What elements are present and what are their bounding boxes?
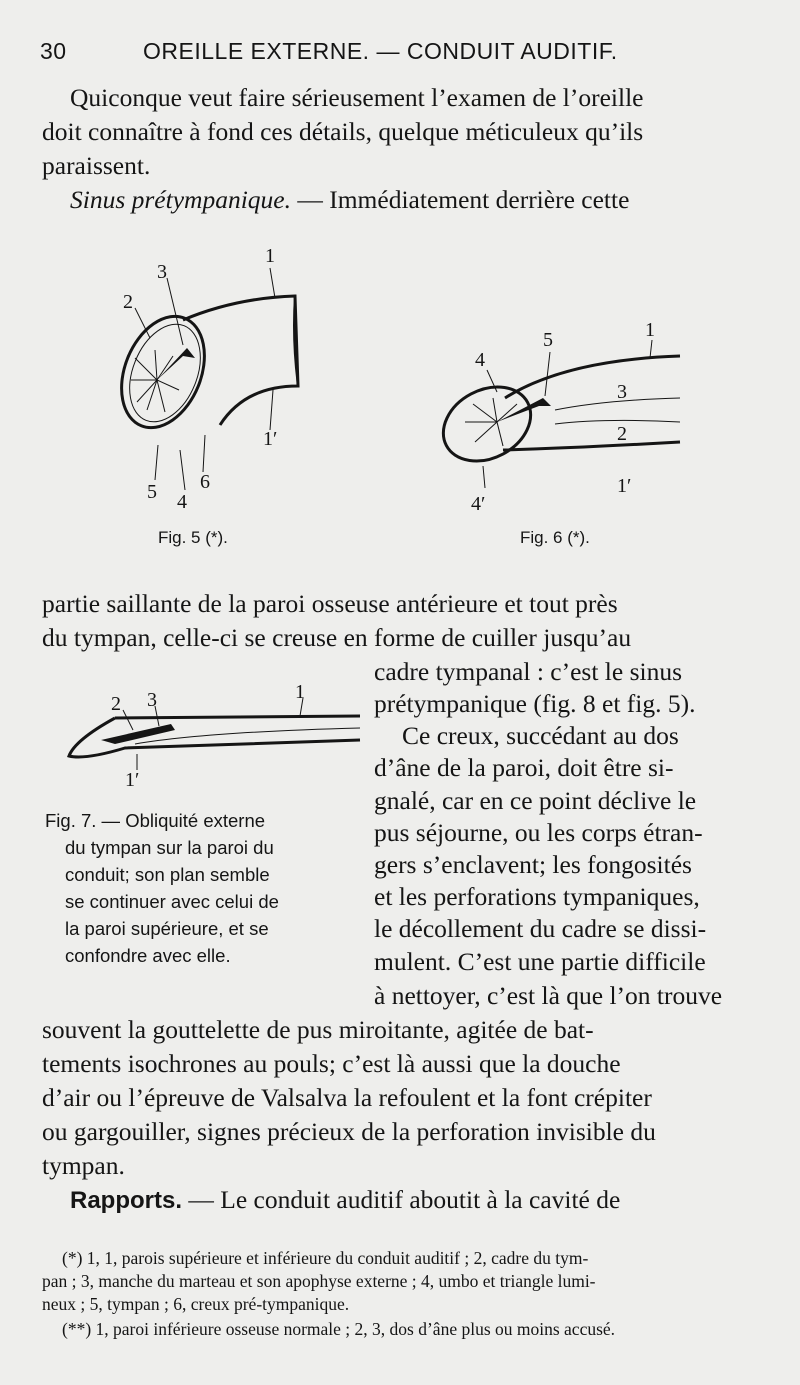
fig5-label-2: 2	[123, 291, 133, 313]
fig6-label-5: 5	[543, 329, 553, 351]
right-col-line: et les perforations tympaniques,	[374, 882, 700, 911]
running-title: OREILLE EXTERNE. — CONDUIT AUDITIF.	[143, 38, 618, 64]
figure-7-caption-line: Fig. 7. — Obliquité externe	[45, 810, 266, 831]
right-col-line: Ce creux, succédant au dos	[402, 721, 679, 750]
rapports-heading: Rapports.	[70, 1187, 183, 1214]
fig5-label-3: 3	[157, 261, 167, 283]
right-col-line: d’âne de la paroi, doit être si-	[374, 753, 674, 782]
footnote-line: neux ; 5, tympan ; 6, creux pré-tympanique.	[42, 1294, 350, 1314]
right-col-line: mulent. C’est une partie difficile	[374, 947, 706, 976]
fig7-label-3: 3	[147, 689, 157, 711]
fig6-label-4prime: 4′	[471, 493, 486, 515]
figure-5-caption: Fig. 5 (*).	[158, 528, 228, 547]
right-col-line: le décollement du cadre se dissi-	[374, 914, 707, 943]
figure-7	[55, 678, 365, 788]
paragraph-line: du tympan, celle-ci se creuse en forme de cuiller jusqu’au	[42, 623, 632, 652]
paragraph-line: partie saillante de la paroi osseuse antérieure et tout près	[42, 589, 618, 618]
right-col-line: prétympanique (fig. 8 et fig. 5).	[374, 689, 696, 718]
sinus-heading-rest: — Immédiatement derrière cette	[290, 185, 630, 214]
right-col-line: gnalé, car en ce point déclive le	[374, 786, 697, 815]
fig5-label-4: 4	[177, 491, 187, 513]
rapports-rest: — Le conduit auditif aboutit à la cavité de	[182, 1185, 621, 1214]
fig7-label-1prime: 1′	[125, 769, 140, 788]
fig5-label-5: 5	[147, 481, 157, 503]
figure-7-caption-line: confondre avec elle.	[65, 945, 231, 966]
footnote-line: pan ; 3, manche du marteau et son apophyse externe ; 4, umbo et triangle lumi-	[42, 1271, 596, 1291]
fig6-label-4: 4	[475, 349, 485, 371]
text-line: Quiconque veut faire sérieusement l’examen de l’oreille	[70, 83, 644, 112]
paragraph-line: tympan.	[42, 1151, 125, 1180]
fig5-label-1prime: 1′	[263, 428, 278, 450]
paragraph-line: ou gargouiller, signes précieux de la perforation invisible du	[42, 1117, 656, 1146]
fig6-label-1prime: 1′	[617, 475, 632, 497]
fig5-label-6: 6	[200, 471, 210, 493]
rapports-line	[70, 1184, 620, 1217]
figure-6-caption: Fig. 6 (*).	[520, 528, 590, 547]
right-col-line: pus séjourne, ou les corps étran-	[374, 818, 703, 847]
paragraph-line: tements isochrones au pouls; c’est là aussi que la douche	[42, 1049, 621, 1078]
figure-6	[405, 318, 695, 518]
footnote-line: (**) 1, paroi inférieure osseuse normale ; 2, 3, dos d’âne plus ou moins accusé.	[62, 1319, 616, 1339]
fig6-label-3: 3	[617, 381, 627, 403]
paragraph-line: souvent la gouttelette de pus miroitante, agitée de bat-	[42, 1015, 594, 1044]
figure-7-caption-line: se continuer avec celui de	[65, 891, 279, 912]
fig6-label-1: 1	[645, 319, 655, 341]
right-col-line: cadre tympanal : c’est le sinus	[374, 657, 683, 686]
paragraph-line: doit connaître à fond ces détails, quelque méticuleux qu’ils	[42, 117, 644, 146]
sinus-heading-line	[70, 184, 760, 216]
right-col-line: gers s’enclavent; les fongosités	[374, 850, 692, 879]
figure-7-caption-line: conduit; son plan semble	[65, 864, 270, 885]
fig6-label-2: 2	[617, 423, 627, 445]
footnote-line: (*) 1, 1, parois supérieure et inférieure du conduit auditif ; 2, cadre du tym-	[62, 1248, 589, 1268]
figure-7-caption-line: du tympan sur la paroi du	[65, 837, 274, 858]
paragraph-line: d’air ou l’épreuve de Valsalva la refoulent et la font crépiter	[42, 1083, 652, 1112]
fig7-label-2: 2	[111, 693, 121, 715]
paragraph-line: paraissent.	[42, 151, 151, 180]
sinus-heading: Sinus prétympanique.	[70, 185, 291, 214]
paragraph-line	[70, 82, 760, 114]
fig7-label-1: 1	[295, 681, 305, 703]
figure-7-caption-line: la paroi supérieure, et se	[65, 918, 269, 939]
figure-5	[95, 240, 355, 530]
page-number: 30	[40, 38, 67, 64]
right-col-line: à nettoyer, c’est là que l’on trouve	[374, 981, 723, 1010]
fig5-label-1: 1	[265, 245, 275, 267]
